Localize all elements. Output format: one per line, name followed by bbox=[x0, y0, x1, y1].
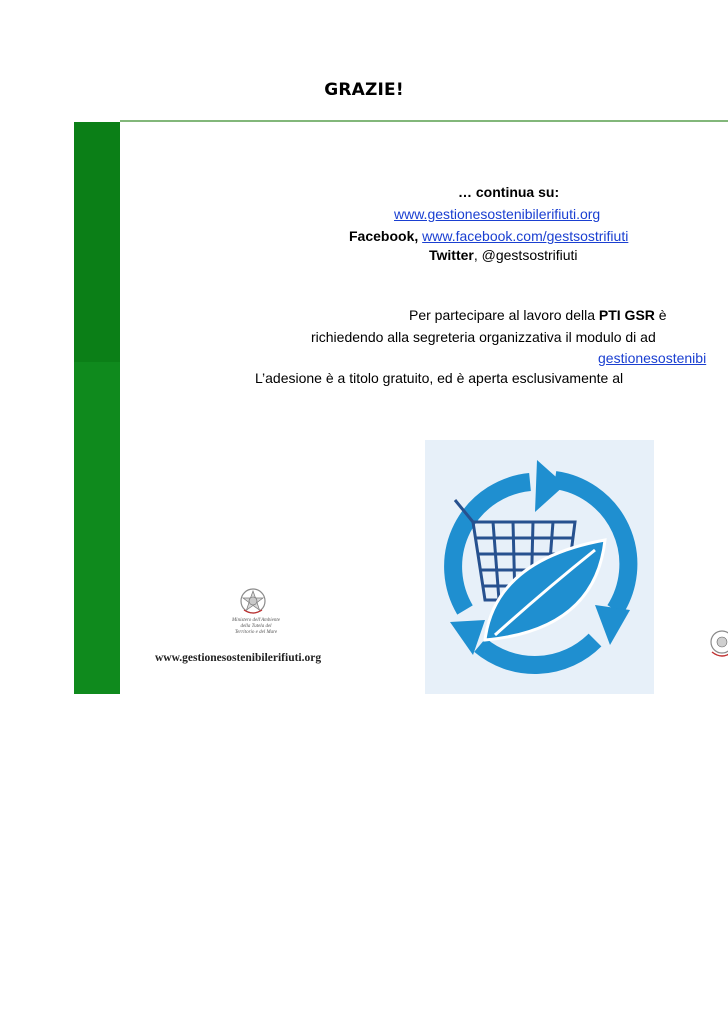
participation-email-link[interactable]: gestionesostenibi bbox=[598, 350, 707, 366]
participation-line-1 bbox=[409, 307, 667, 323]
continue-label: … continua su: bbox=[458, 184, 560, 200]
italian-emblem-icon bbox=[238, 586, 268, 616]
participation-line-4: L’adesione è a titolo gratuito, ed è aperta esclusivamente al bbox=[255, 370, 624, 386]
participation-suffix: è bbox=[654, 307, 667, 323]
participation-text: Per partecipare al lavoro della bbox=[409, 307, 599, 323]
twitter-handle: , @gestsostrifiuti bbox=[473, 247, 578, 263]
footer-site-url: www.gestionesostenibilerifiuti.org bbox=[155, 652, 322, 664]
twitter-line bbox=[429, 247, 578, 263]
green-side-bar bbox=[74, 122, 120, 694]
website-link[interactable]: www.gestionesostenibilerifiuti.org bbox=[394, 206, 601, 222]
facebook-line bbox=[349, 228, 628, 244]
page-title: GRAZIE! bbox=[324, 80, 404, 100]
twitter-label: Twitter bbox=[429, 247, 474, 263]
pti-gsr-label: PTI GSR bbox=[598, 307, 655, 323]
facebook-link[interactable]: www.facebook.com/gestsostrifiuti bbox=[422, 228, 629, 244]
recycle-leaf-cart-logo bbox=[425, 440, 654, 694]
italian-emblem-icon-right bbox=[708, 622, 728, 662]
ministry-text: Ministero dell'Ambiente della Tutela del Territorio e del Mare bbox=[232, 618, 280, 635]
top-divider bbox=[120, 120, 728, 122]
participation-line-2: richiedendo alla segreteria organizzativa il modulo di ad bbox=[311, 329, 656, 345]
facebook-label: Facebook, bbox=[349, 228, 419, 244]
recycle-logo-box bbox=[425, 440, 654, 694]
